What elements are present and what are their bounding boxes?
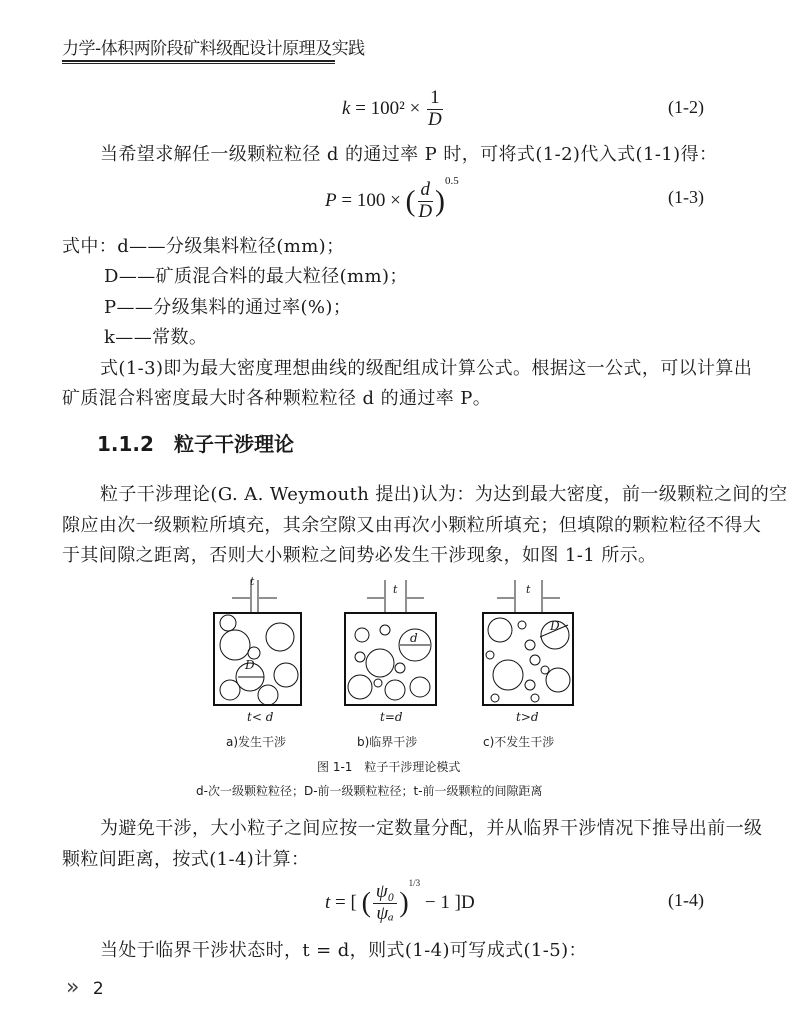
eq-mid: = [ (330, 892, 362, 913)
eq-tail: − 1 ]D (420, 892, 475, 913)
eq-lhs: k (342, 97, 351, 119)
denominator: D (418, 201, 433, 223)
fraction (418, 180, 434, 223)
equation-1-3: P = 100 × ( $\frac{d}{D}$ )$^{0.5}$ (325, 175, 459, 223)
paragraph-line: 颗粒间距离，按式(1-4)计算： (62, 849, 310, 870)
paragraph-line: 当处于临界干涉状态时，t = d，则式(1-4)可写成式(1-5)： (100, 940, 587, 961)
running-header: 力学-体积两阶段矿料级配设计原理及实践 (62, 39, 365, 59)
header-rule (62, 60, 335, 64)
exponent: 1/3 (408, 878, 421, 888)
particle-label: d (410, 631, 418, 645)
where-line: 式中：d——分级集料粒径(mm)； (62, 236, 345, 257)
gap-symbol: t (250, 575, 255, 588)
equation-label: (1-2) (668, 97, 704, 117)
condition-label: t< d (247, 710, 274, 724)
condition-label: t>d (516, 710, 539, 724)
condition-label: t=d (380, 710, 403, 724)
paragraph-line: 当希望求解任一级颗粒粒径 d 的通过率 P 时，可将式(1-2)代入式(1-1)得： (100, 144, 718, 165)
eq-lhs: P (325, 190, 337, 211)
denominator: ψₐ (376, 903, 394, 925)
numerator: ψ₀ (373, 882, 397, 904)
eq-lhs: t (325, 892, 331, 913)
where-line: D——矿质混合料的最大粒径(mm)； (104, 266, 408, 287)
figure-note: d-次一级颗粒粒径；D-前一级颗粒粒径；t-前一级颗粒的间隙距离 (196, 784, 543, 798)
paragraph-line: 为避免干涉，大小粒子之间应按一定数量分配，并从临界干涉情况下推导出前一级 (100, 818, 763, 839)
particle-diagrams (190, 575, 610, 725)
equation-label: (1-4) (668, 890, 704, 910)
chevron-marker-icon: » (66, 975, 80, 1000)
paragraph-line: 矿质混合料密度最大时各种颗粒粒径 d 的通过率 P。 (62, 388, 492, 409)
paragraph-line: 隙应由次一级颗粒所填充，其余空隙又由再次小颗粒所填充；但填隙的颗粒粒径不得大 (62, 515, 762, 536)
page-footer (66, 975, 104, 1000)
denominator: D (427, 108, 442, 130)
paragraph-line: 粒子干涉理论(G. A. Weymouth 提出)认为：为达到最大密度，前一级颗粒之间的空 (100, 484, 788, 505)
particle-label: D (550, 619, 560, 633)
equation-label: (1-3) (668, 187, 704, 207)
numerator: d (418, 180, 434, 202)
panel-caption: a)发生干涉 (226, 735, 287, 749)
figure-title: 图 1-1 粒子干涉理论模式 (317, 760, 461, 774)
particle-label: D (245, 658, 255, 672)
panel-caption: b)临界干涉 (357, 735, 418, 749)
paragraph-line: 于其间隙之距离，否则大小颗粒之间势必发生干涉现象，如图 1-1 所示。 (62, 545, 657, 566)
panel-a-diagram (214, 580, 301, 705)
figure-1-1 (190, 575, 610, 805)
where-line: P——分级集料的通过率(%)； (104, 297, 352, 318)
panel-c-diagram (483, 580, 573, 705)
eq-mid: = 100² × (350, 97, 426, 119)
fraction (373, 882, 397, 925)
gap-symbol: t (393, 583, 398, 596)
panel-b-diagram (345, 580, 436, 705)
equation-1-2 (342, 88, 445, 131)
exponent: 0.5 (445, 175, 459, 187)
eq-mid: = 100 × (336, 190, 406, 211)
paragraph-line: 式(1-3)即为最大密度理想曲线的级配组成计算公式。根据这一公式，可以计算出 (100, 358, 753, 379)
gap-symbol: t (526, 583, 531, 596)
numerator: 1 (427, 88, 443, 110)
page-number: 2 (92, 979, 104, 999)
where-line: k——常数。 (104, 327, 208, 348)
fraction (427, 88, 443, 131)
equation-1-4: t = [ ( $\frac{\text{ψ₀}}{\text{ψₐ}}$ )$^{1/3}$ − 1 ]D (325, 878, 475, 925)
section-heading: 1.1.2 粒子干涉理论 (97, 432, 294, 456)
panel-caption: c)不发生干涉 (483, 735, 555, 749)
